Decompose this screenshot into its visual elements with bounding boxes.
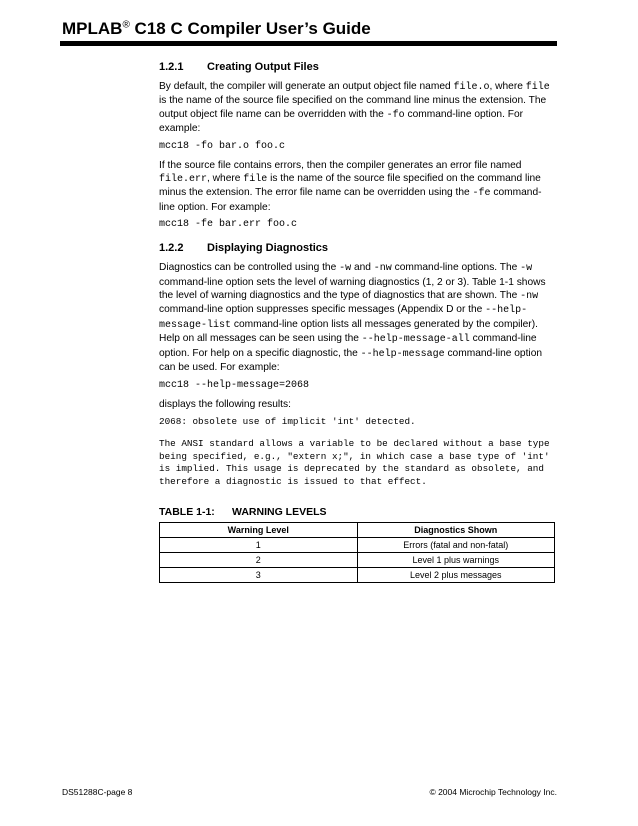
section-number: 1.2.1: [159, 61, 184, 73]
output-line-2068: 2068: obsolete use of implicit 'int' detected.: [159, 415, 416, 427]
paragraph-results-intro: displays the following results:: [159, 398, 291, 410]
table-cell: Level 1 plus warnings: [357, 552, 555, 567]
section-title: Displaying Diagnostics: [207, 242, 329, 255]
output-explanation: The ANSI standard allows a variable to be declared without a base type being specified, e.g., "extern x;", in which case a base type of 'int' is implied. This usage is deprecated by the standard as obsolete, and therefore a diagnostic is issued to that effect.: [159, 438, 550, 487]
footer-copyright: © 2004 Microchip Technology Inc.: [429, 787, 557, 797]
table-cell: 3: [160, 567, 358, 582]
table-row: [160, 552, 555, 567]
code-example-fo: mcc18 -fo bar.o foo.c: [159, 140, 286, 152]
page-header-title: MPLAB® C18 C Compiler User’s Guide: [62, 19, 371, 38]
warning-levels-table: [159, 522, 555, 583]
section-heading-creating-output-files: [159, 60, 555, 74]
registered-mark: ®: [122, 19, 130, 31]
table-cell: Errors (fatal and non-fatal): [357, 537, 555, 552]
header-rule: [60, 41, 557, 46]
section-heading-displaying-diagnostics: [159, 241, 555, 255]
paragraph-output-object-file: By default, the compiler will generate an output object file named file.o, where file is the name of the source file specified on the command line minus the extension. The output object file name can be overridden with the -fo command-line option. For example:: [159, 81, 550, 135]
code-example-fe: mcc18 -fe bar.err foo.c: [159, 219, 298, 231]
page-content: [159, 60, 555, 583]
table-number: TABLE 1-1:: [159, 505, 215, 518]
column-header-diagnostics-shown: Diagnostics Shown: [357, 522, 555, 537]
section-title: Creating Output Files: [207, 61, 319, 73]
code-example-help-message: mcc18 --help-message=2068: [159, 379, 310, 391]
table-caption: [159, 506, 555, 519]
footer-page-number: DS51288C-page 8: [62, 787, 133, 797]
paragraph-diagnostics: Diagnostics can be controlled using the -w and -nw command-line options. The -w command-line option sets the level of warning diagnostics (1, 2 or 3). Table 1-1 shows the level of warning diagnostics and the type of diagnostics that are shown. The -nw command-line option suppresses specific messages (Appendix D or the --help-message-list command-line option lists all messages generated by the compiler). Help on all messages can be seen using the --help-message-all command-line option. For help on a specific diagnostic, the --help-message command-line option can be used. For example:: [159, 262, 546, 374]
table-cell: Level 2 plus messages: [357, 567, 555, 582]
table-title: WARNING LEVELS: [232, 505, 327, 518]
table-cell: 1: [160, 537, 358, 552]
table-row: [160, 537, 555, 552]
paragraph-error-file: If the source file contains errors, then the compiler generates an error file named file.err, where file is the name of the source file specified on the command line minus the extension. The error file name can be overridden using the -fe command-line option. For example:: [159, 159, 542, 213]
table-header-row: [160, 522, 555, 537]
column-header-warning-level: Warning Level: [160, 522, 358, 537]
table-row: [160, 567, 555, 582]
table-cell: 2: [160, 552, 358, 567]
section-number: 1.2.2: [159, 242, 184, 255]
